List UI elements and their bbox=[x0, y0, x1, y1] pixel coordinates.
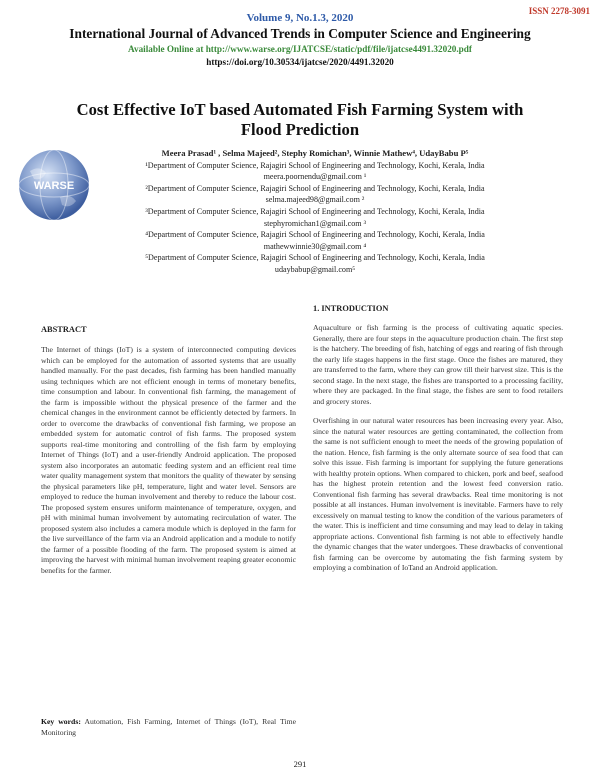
logo-text: WARSE bbox=[33, 180, 75, 192]
introduction-paragraph: Aquaculture or fish farming is the process of cultivating aquatic species. Generally, there are four steps in the aquaculture production chain. The first step is the hatchery. The breeding of fish, hatching of eggs and rearing of fish through the early life stages happens in the first stage. Once the fishes are matured, they are transferred to the farm, where they can grow till their harvest size. This is the second stage. In the next stage, the fishes are transported to a processing facility, where they are packaged. In the final stage, the fishes are sent to food retailers and grocery stores. bbox=[313, 323, 563, 406]
volume-line: Volume 9, No.1.3, 2020 bbox=[246, 12, 354, 24]
affiliation-line: ⁴Department of Computer Science, Rajagiri School of Engineering and Technology, Kochi, Kerala, India bbox=[145, 230, 485, 240]
journal-title: International Journal of Advanced Trends in Computer Science and Engineering bbox=[69, 26, 531, 41]
author-email[interactable]: meera.poornendu@gmail.com ¹ bbox=[263, 172, 367, 182]
abstract-heading: ABSTRACT bbox=[41, 325, 87, 334]
keywords bbox=[41, 717, 296, 738]
doi-link[interactable]: https://doi.org/10.30534/ijatcse/2020/4491.32020 bbox=[206, 57, 394, 67]
paper-title: Cost Effective IoT based Automated Fish Farming System with Flood Prediction bbox=[76, 100, 524, 139]
keywords-label: Key words: bbox=[41, 717, 81, 726]
affiliation-line: ²Department of Computer Science, Rajagiri School of Engineering and Technology, Kochi, Kerala, India bbox=[145, 183, 485, 193]
issn-label: ISSN 2278-3091 bbox=[528, 6, 590, 16]
author-email[interactable]: mathewwinnie30@gmail.com ⁴ bbox=[263, 241, 367, 251]
abstract-text: The Internet of things (IoT) is a system of interconnected computing devices which can be employed for the automation of assorted systems that are usually handled manually. For the past decades, fish farming has been handled manually using techniques which are not efficient enough in terms of monetary benefits, time consumption and labour. In conventional fish farming, the management of the farm is impossible without the physical presence of the farmer and the chemical changes in the environment cannot be efficiently detected by farmers. In order to overcome the drawbacks of conventional fish farming, we propose an embedded system for automatic control of fish farms. The proposed system supports real-time monitoring and controlling of the fish farm by employing Internet of Things (IoT) and a user-friendly Android application. The proposed system also incorporates an automatic feeding system and an efficient real time water quality management system that monitors the quality of thewater by sensing the physical parameters like pH, temperature, light and water level. Sensors are employed to reduce the human involvement and thereby to reduce the labour cost. The proposed system ensures uniform maintenance of temperature, oxygen, and pH with minimal human involvement by automating recirculation of water. The proposed system also includes a camera module which is deployed in the farm for the live surveillance of the farm via an Android application and a module to notify the farmer of a possible flooding of the farm. The proposed system is aimed at improving the harvest with minimal human involvement reaping greater economic benefits for the farmer. bbox=[41, 345, 296, 575]
page-number: 291 bbox=[293, 759, 307, 769]
keywords-text: Automation, Fish Farming, Internet of Things (IoT), Real Time Monitoring bbox=[41, 717, 296, 737]
introduction-body bbox=[313, 323, 563, 583]
affiliation-line: ¹Department of Computer Science, Rajagiri School of Engineering and Technology, Kochi, Kerala, India bbox=[145, 160, 485, 170]
author-email[interactable]: stephyromichan1@gmail.com ³ bbox=[263, 218, 367, 228]
affiliation-line: ³Department of Computer Science, Rajagiri School of Engineering and Technology, Kochi, Kerala, India bbox=[145, 206, 485, 216]
author-email[interactable]: udaybabup@gmail.com⁵ bbox=[274, 264, 356, 274]
globe-logo-icon bbox=[16, 147, 92, 223]
author-names: Meera Prasad¹ , Selma Majeed², Stephy Romichan³, Winnie Mathew⁴, UdayBabu P⁵ bbox=[161, 148, 469, 158]
introduction-paragraph: Overfishing in our natural water resources has been increasing every year. Also, since the natural water resources are getting contaminated, the collection from the same is not sufficient enough to meet the needs of the growing population of the nation. Hence, fish farming is the only alternate source of sea food that can solve this issue. Fish farming is important for supplying the future generations with healthy protein options. When compared to chicken, pork and beef, seafood has the highest protein retention and the lowest feed conversion ratio. Conventional fish farming has several drawbacks. Real time monitoring is not possible at all instances. Human involvement is inevitable. Farmers have to rely excessively on manual testing to know the condition of the various parameters of the water. This is inefficient and time consuming and may lead to delay in taking appropriate actions. Conventional fish farming is not able to effectively handle the dynamic changes that the water undergoes. These drawbacks of conventional fish farming can be overcome by automating the fish farming system by employing a combination of IoTand an Android application. bbox=[313, 416, 563, 572]
affiliation-line: ⁵Department of Computer Science, Rajagiri School of Engineering and Technology, Kochi, Kerala, India bbox=[145, 253, 485, 263]
author-email[interactable]: selma.majeed98@gmail.com ² bbox=[265, 195, 365, 205]
introduction-heading: 1. INTRODUCTION bbox=[313, 304, 389, 313]
author-block bbox=[95, 148, 535, 276]
available-online-link[interactable]: Available Online at http://www.warse.org/IJATCSE/static/pdf/file/ijatcse4491.32020.pdf bbox=[128, 44, 472, 54]
